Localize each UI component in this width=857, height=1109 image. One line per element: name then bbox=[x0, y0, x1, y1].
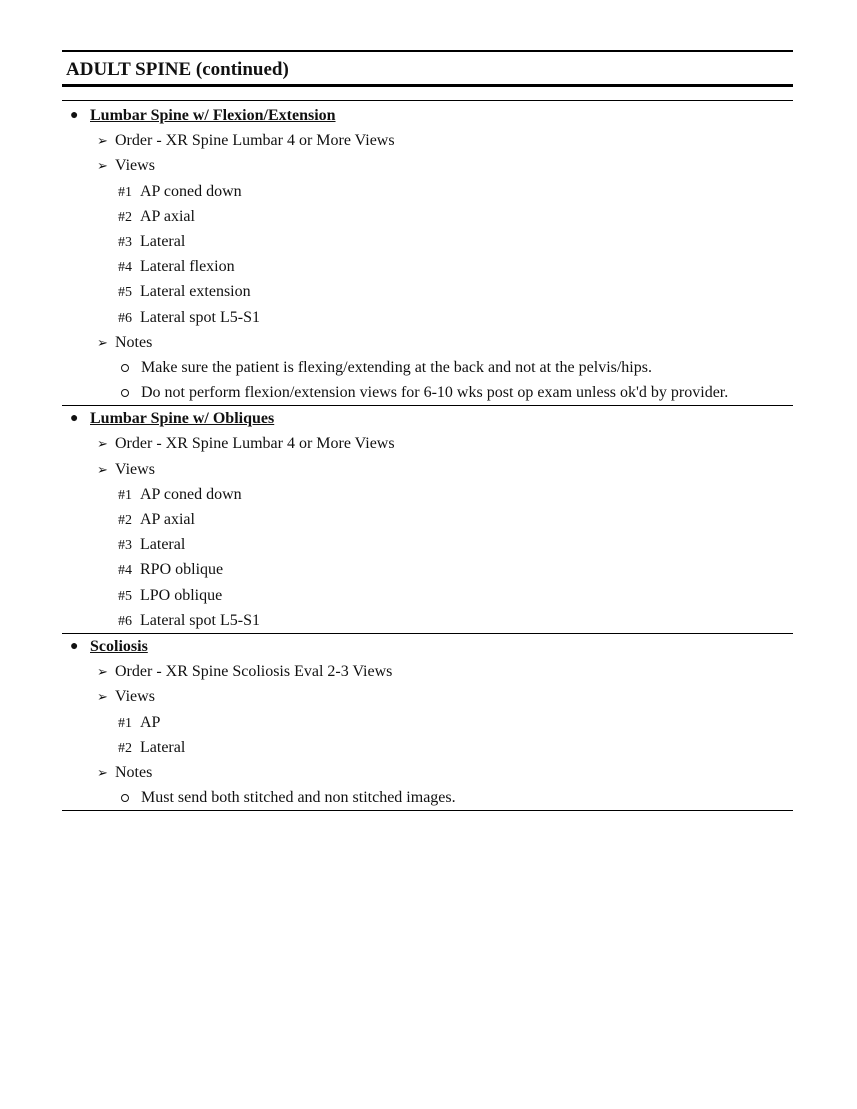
view-item bbox=[62, 532, 793, 557]
section-heading bbox=[62, 406, 793, 431]
view-item bbox=[62, 735, 793, 760]
arrow-bullet-icon: ➢ bbox=[97, 158, 108, 174]
view-item bbox=[62, 583, 793, 608]
arrow-bullet-icon: ➢ bbox=[97, 436, 108, 452]
document-page bbox=[62, 50, 793, 811]
view-number: #4 bbox=[118, 563, 132, 579]
circle-bullet-icon bbox=[121, 794, 129, 802]
view-item bbox=[62, 507, 793, 532]
view-item bbox=[62, 204, 793, 229]
view-number: #6 bbox=[118, 613, 132, 629]
view-item bbox=[62, 279, 793, 304]
order-line bbox=[62, 128, 793, 153]
view-item bbox=[62, 482, 793, 507]
section-lumbar-obliques bbox=[62, 405, 793, 633]
view-item bbox=[62, 557, 793, 582]
bullet-icon: ● bbox=[70, 411, 79, 427]
view-number: #1 bbox=[118, 715, 132, 731]
note-text: Make sure the patient is flexing/extending at the back and not at the pelvis/hips. bbox=[141, 358, 652, 376]
page-title: ADULT SPINE (continued) bbox=[62, 52, 793, 87]
view-text: Lateral flexion bbox=[140, 258, 235, 276]
arrow-bullet-icon: ➢ bbox=[97, 461, 108, 477]
bullet-icon: ● bbox=[70, 108, 79, 123]
views-label: Views bbox=[115, 460, 155, 478]
order-line bbox=[62, 659, 793, 684]
view-number: #2 bbox=[118, 740, 132, 756]
section-title: Lumbar Spine w/ Flexion/Extension bbox=[90, 107, 336, 124]
section-heading bbox=[62, 634, 793, 659]
view-item bbox=[62, 608, 793, 633]
view-text: AP axial bbox=[140, 207, 195, 225]
view-text: AP coned down bbox=[140, 182, 242, 200]
view-number: #6 bbox=[118, 310, 132, 326]
view-number: #1 bbox=[118, 184, 132, 200]
views-heading bbox=[62, 457, 793, 482]
view-number: #1 bbox=[118, 487, 132, 503]
view-item bbox=[62, 179, 793, 204]
order-line bbox=[62, 431, 793, 456]
view-item bbox=[62, 710, 793, 735]
circle-bullet-icon bbox=[121, 364, 129, 372]
note-item bbox=[62, 355, 793, 380]
order-text: Order - XR Spine Scoliosis Eval 2-3 Views bbox=[115, 663, 393, 681]
circle-bullet-icon bbox=[121, 389, 129, 397]
view-text: Lateral bbox=[140, 738, 186, 756]
section-heading bbox=[62, 103, 793, 128]
note-item bbox=[62, 785, 793, 810]
view-text: Lateral bbox=[140, 232, 186, 250]
note-item bbox=[62, 380, 793, 405]
view-text: AP bbox=[140, 713, 161, 731]
arrow-bullet-icon: ➢ bbox=[97, 689, 108, 705]
view-item bbox=[62, 229, 793, 254]
bullet-icon: ● bbox=[70, 638, 79, 654]
order-text: Order - XR Spine Lumbar 4 or More Views bbox=[115, 435, 395, 453]
view-text: RPO oblique bbox=[140, 561, 224, 579]
views-label: Views bbox=[115, 688, 155, 706]
section-title: Lumbar Spine w/ Obliques bbox=[90, 410, 275, 428]
section-lumbar-flexion-extension bbox=[62, 100, 793, 405]
notes-heading bbox=[62, 760, 793, 785]
view-text: AP coned down bbox=[140, 485, 242, 503]
view-item bbox=[62, 254, 793, 279]
section-title: Scoliosis bbox=[90, 637, 148, 655]
view-number: #2 bbox=[118, 513, 132, 528]
section-scoliosis bbox=[62, 633, 793, 811]
order-text: Order - XR Spine Lumbar 4 or More Views bbox=[115, 132, 395, 150]
note-text: Must send both stitched and non stitched images. bbox=[141, 789, 456, 807]
note-text: Do not perform flexion/extension views for 6-10 wks post op exam unless ok'd by provider. bbox=[141, 384, 729, 402]
notes-heading bbox=[62, 330, 793, 355]
view-number: #2 bbox=[118, 209, 132, 225]
view-text: LPO oblique bbox=[140, 586, 223, 604]
notes-label: Notes bbox=[115, 763, 153, 781]
view-number: #3 bbox=[118, 234, 132, 250]
arrow-bullet-icon: ➢ bbox=[97, 664, 108, 680]
view-text: Lateral spot L5-S1 bbox=[140, 308, 260, 326]
arrow-bullet-icon: ➢ bbox=[97, 334, 108, 350]
views-label: Views bbox=[115, 157, 155, 175]
view-number: #5 bbox=[118, 285, 132, 301]
views-heading bbox=[62, 153, 793, 178]
views-heading bbox=[62, 684, 793, 709]
view-number: #3 bbox=[118, 538, 132, 554]
view-text: Lateral extension bbox=[140, 283, 251, 301]
arrow-bullet-icon: ➢ bbox=[97, 764, 108, 780]
notes-label: Notes bbox=[115, 333, 153, 351]
arrow-bullet-icon: ➢ bbox=[97, 133, 108, 149]
view-text: AP axial bbox=[140, 511, 195, 528]
view-text: Lateral spot L5-S1 bbox=[140, 611, 260, 629]
view-number: #5 bbox=[118, 588, 132, 604]
view-item bbox=[62, 305, 793, 330]
view-number: #4 bbox=[118, 260, 132, 276]
view-text: Lateral bbox=[140, 536, 186, 554]
